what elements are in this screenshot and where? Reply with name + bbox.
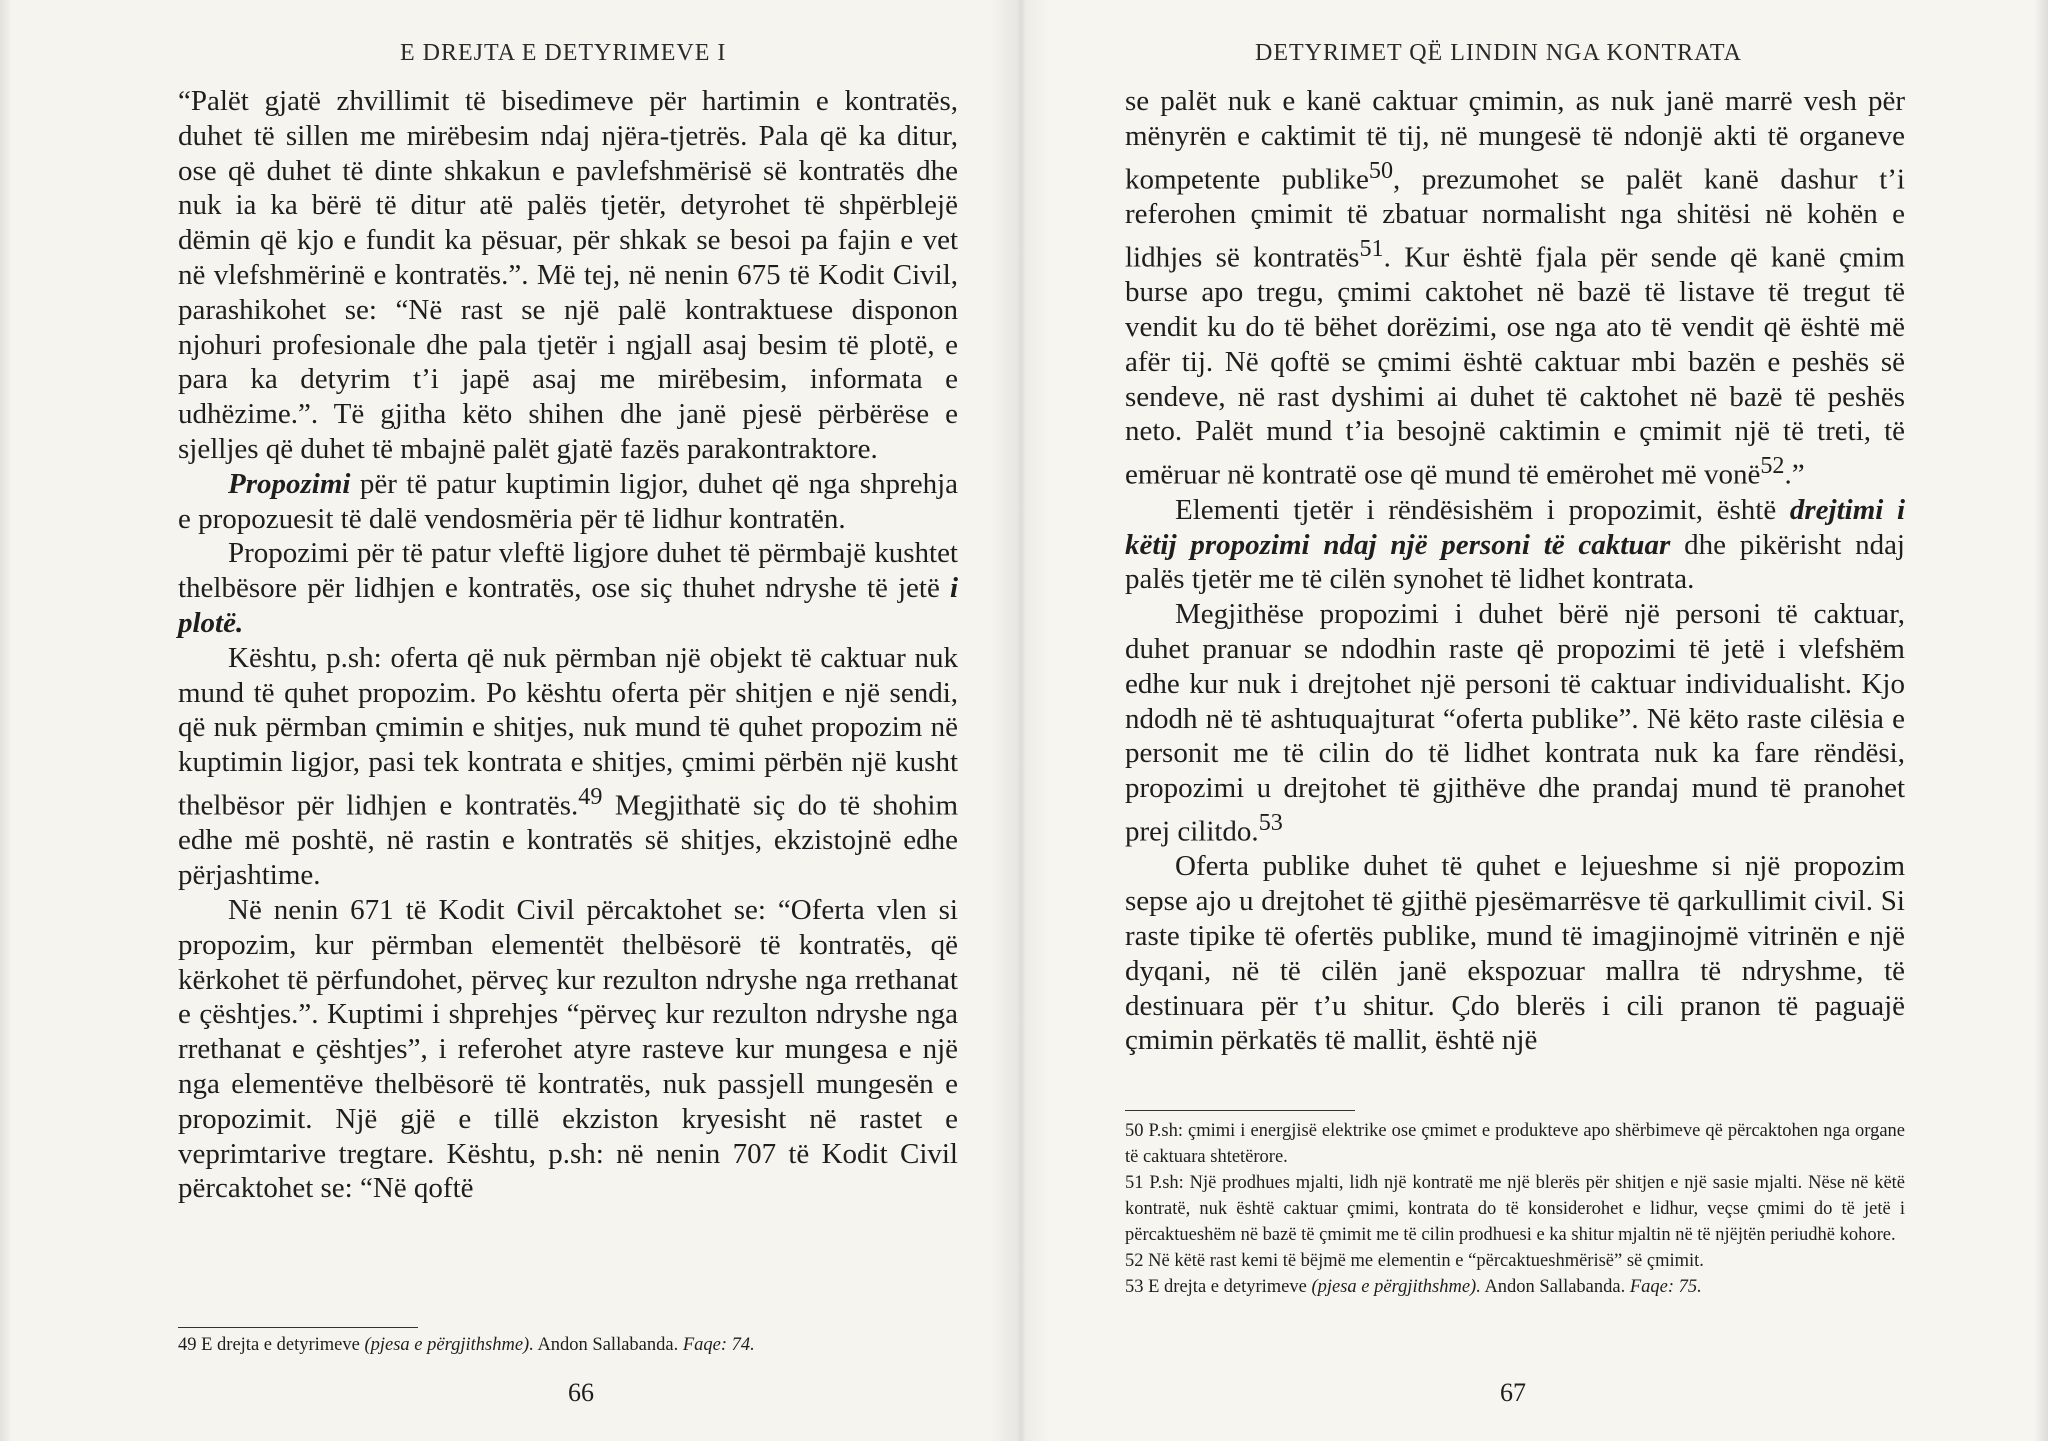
footnote-text: Në këtë rast kemi të bëjmë me elementin e “përcaktueshmërisë” së çmimit. [1148, 1251, 1704, 1271]
body-text [178, 84, 958, 1206]
right-page [1010, 0, 2048, 1441]
paragraph [1125, 597, 1905, 849]
paragraph [178, 641, 958, 893]
footnote-page: Faqe: 74. [682, 1335, 755, 1355]
paragraph-text: Elementi tjetër i rëndësishëm i propozimit, është [1175, 493, 1777, 526]
footnote-ref: 53 [1258, 808, 1283, 836]
footnote [1125, 1170, 1905, 1248]
paragraph-text: për të patur kuptimin ligjor, duhet që nga shprehja e propozuesit të dalë vendosmëria për të lidhur kontratën. [178, 467, 959, 535]
footnote [1125, 1274, 1905, 1300]
paragraph-text: .” [1784, 458, 1805, 491]
book-gutter-shadow [990, 0, 1050, 1441]
footnote [178, 1332, 958, 1358]
footnote-page: Faqe: 75. [1629, 1277, 1702, 1297]
paragraph-text: Kështu, p.sh: oferta që nuk përmban një objekt të caktuar nuk mund të quhet propozim. Po kështu oferta për shitjen e një sendi, që nuk përmban çmimin e shitjes, nuk mund të quhet propozim në kuptimin ligjor, pasi tek kontrata e shitjes, çmimi përbën një kusht thelbësor për lidhjen e kontratës. [178, 641, 958, 822]
paragraph [1125, 493, 1905, 597]
footnote-number: 52 [1125, 1251, 1144, 1271]
footnotes [1125, 1118, 1905, 1300]
left-page [0, 0, 1010, 1441]
running-head: DETYRIMET QË LINDIN NGA KONTRATA [1255, 40, 1742, 66]
footnotes [178, 1332, 958, 1358]
footnote-author: Andon Sallabanda. [533, 1335, 679, 1355]
footnote [1125, 1248, 1905, 1274]
paragraph: “Palët gjatë zhvillimit të bisedimeve për hartimin e kontratës, duhet të sillen me mirëbesim ndaj njëra-tjetrës. Pala që ka ditur, ose që duhet të dinte shkakun e pavlefshmërisë së kontratës dhe nuk ia ka bërë të ditur atë palës tjetër, detyrohet të shpërblejë dëmin që kjo e fundit ka pësuar, për shkak se besoi pa fajin e vet në vlefshmërinë e kontratës.”. Më tej, në nenin 675 të Kodit Civil, parashikohet se: “Në rast se një palë kontraktuese disponon njohuri profesionale dhe pala tjetër i ngjall asaj besim të plotë, e para ka detyrim t’i japë asaj me mirëbesim, informata e udhëzime.”. Të gjitha këto shihen dhe janë pjesë përbërëse e sjelljes që duhet të mbajnë palët gjatë fazës parakontraktore. [178, 85, 958, 465]
footnote-text: E drejta e detyrimeve [1148, 1277, 1307, 1297]
footnote-author: Andon Sallabanda. [1480, 1277, 1626, 1297]
paragraph [178, 467, 958, 537]
footnote-italic: (pjesa e përgjithshme). [1311, 1277, 1481, 1297]
footnote-number: 51 [1125, 1173, 1144, 1193]
paragraph-text: , prezumohet se palët kanë dashur t’i referohen çmimit të zbatuar normalisht nga shitësi në kohën e lidhjes së kontratës [1125, 163, 1905, 274]
footnote-rule [178, 1327, 418, 1328]
body-text [1125, 84, 1905, 1058]
page-edge-shadow [2034, 0, 2048, 1441]
footnote-ref: 50 [1368, 156, 1394, 184]
footnote-italic: (pjesa e përgjithshme). [364, 1335, 534, 1355]
paragraph-text: Megjithatë siç do të shohim edhe më poshtë, në rastin e kontratës së shitjes, ekzistojnë edhe përjashtime. [178, 789, 959, 892]
page-edge-shadow [0, 0, 12, 1441]
footnote-text: P.sh: çmimi i energjisë elektrike ose çmimet e produkteve apo shërbimeve që përcaktohen nga organe të caktuara shtetërore. [1125, 1121, 1905, 1167]
footnote-text: P.sh: Një prodhues mjalti, lidh një kontratë me një blerës për shitjen e një sasie mjalti. Nëse në këtë kontratë, nuk është caktuar çmimi, kontrata do të konsiderohet e lidhur, veçse çmimi do të jetë i përcaktueshëm në bazë të çmimit me të cilin prodhuesi e ka shitur mjaltin në të njëjtën periudhë kohore. [1125, 1173, 1906, 1245]
footnote-ref: 51 [1359, 234, 1384, 262]
paragraph: Oferta publike duhet të quhet e lejueshme si një propozim sepse ajo u drejtohet të gjithë pjesëmarrësve të qarkullimit civil. Si raste tipike të ofertës publike, mund të imagjinojmë vitrinën e një dyqani, në të cilën janë ekspozuar mallra të ndryshme, të destinuara për t’u shitur. Çdo blerës i cili pranon të paguajë çmimin përkatës të mallit, është një [1125, 850, 1905, 1057]
footnote-ref: 52 [1760, 452, 1785, 480]
footnote-number: 49 [178, 1335, 197, 1355]
paragraph-text: Megjithëse propozimi i duhet bërë një personi të caktuar, duhet pranuar se ndodhin raste që propozimi të jetë i vlefshëm edhe kur nuk i drejtohet një personi të caktuar individualisht. Kjo ndodh në të ashtuquajturat “oferta publike”. Në këto raste cilësia e personit me të cilin do të lidhet kontrata nuk ka fare rëndësi, propozimi u drejtohet të gjithëve dhe prandaj mund të pranohet prej cilitdo. [1125, 598, 1905, 848]
page-number: 67 [1500, 1378, 1526, 1407]
footnote-number: 50 [1125, 1121, 1144, 1141]
footnote-text: E drejta e detyrimeve [201, 1335, 360, 1355]
bold-term: Propozimi [228, 467, 351, 500]
paragraph-text: se palët nuk e kanë caktuar çmimin, as nuk janë marrë vesh për mënyrën e caktimit të tij, në mungesë të ndonjë akti të organeve kompetente publike [1125, 85, 1905, 196]
footnote-ref: 49 [578, 782, 603, 810]
running-head: E DREJTA E DETYRIMEVE I [400, 40, 727, 66]
paragraph-text: dhe pikërisht ndaj palës tjetër me të cilën synohet të lidhet kontrata. [1125, 528, 1905, 596]
italic-term: i plotë. [178, 572, 959, 639]
paragraph [178, 536, 958, 640]
emphasized-term: drejtimi i këtij propozimi ndaj një personi të caktuar [1125, 493, 1906, 561]
paragraph [1125, 84, 1905, 493]
footnote-rule [1125, 1110, 1355, 1111]
footnote-number: 53 [1125, 1277, 1144, 1297]
paragraph-text: . Kur është fjala për sende që kanë çmim burse apo tregu, çmimi caktohet në bazë të listave të tregut të vendit ku do të bëhet dorëzimi, ose nga ato të vendit që është më afër tij. Në qoftë se çmimi është caktuar mbi bazën e peshës së sendeve, në rast dyshimi ai duhet të caktohet në bazë të peshës neto. Palët mund t’ia besojnë caktimin e çmimit një të treti, të emëruar në kontratë ose që mund të emërohet më vonë [1125, 241, 1905, 491]
page-number: 66 [568, 1378, 594, 1407]
paragraph: Në nenin 671 të Kodit Civil përcaktohet se: “Oferta vlen si propozim, kur përmban elementët thelbësorë të kontratës, që kërkohet të përfundohet, përveç kur rezulton ndryshe nga rrethanat e çështjes.”. Kuptimi i shprehjes “përveç kur rezulton ndryshe nga rrethanat e çështjes”, i referohet atyre rasteve kur mungesa e një nga elementëve thelbësorë të kontratës, nuk passjell mungesën e propozimit. Një gjë e tillë ekziston kryesisht në rastet e veprimtarive tregtare. Kështu, p.sh: në nenin 707 të Kodit Civil përcaktohet se: “Në qoftë [178, 893, 958, 1205]
paragraph-text: Propozimi për të patur vleftë ligjore duhet të përmbajë kushtet thelbësore për lidhjen e kontratës, ose siç thuhet ndryshe të jetë [178, 537, 958, 605]
footnote [1125, 1118, 1905, 1170]
